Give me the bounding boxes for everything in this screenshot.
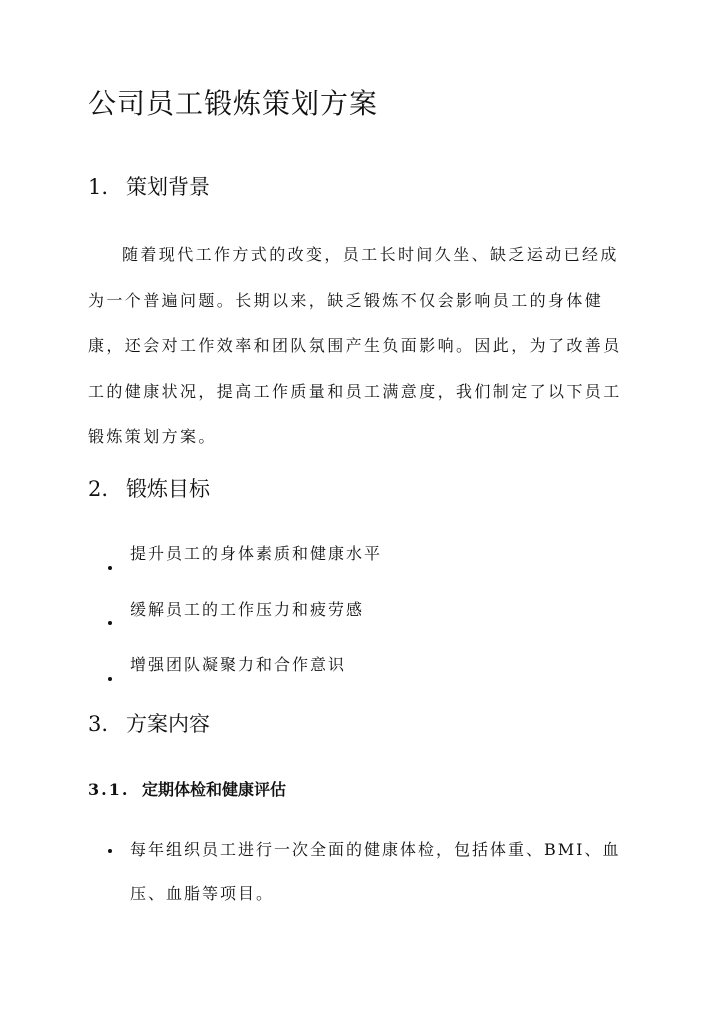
bullet-icon	[108, 677, 112, 681]
section-heading-plan	[88, 709, 210, 739]
document-title: 公司员工锻炼策划方案	[88, 87, 379, 120]
list-item	[88, 650, 636, 706]
list-item-text: 缓解员工的工作压力和疲劳感	[130, 599, 365, 619]
bullet-icon	[108, 621, 112, 625]
section-title: 方案内容	[126, 712, 210, 736]
section-number: 3.	[88, 712, 109, 736]
goals-list	[88, 539, 636, 706]
list-item	[88, 828, 636, 916]
section-heading-background	[88, 172, 210, 202]
subsection-number: 3.1.	[88, 780, 130, 799]
section-title: 策划背景	[126, 175, 210, 199]
section-heading-goals	[88, 474, 210, 504]
section-number: 1.	[88, 175, 109, 199]
checkup-list	[88, 828, 636, 916]
list-item-text: 增强团队凝聚力和合作意识	[130, 655, 347, 674]
bullet-icon	[108, 849, 112, 853]
list-item	[88, 595, 636, 651]
bullet-icon	[108, 566, 112, 570]
list-item-text: 每年组织员工进行一次全面的健康体检，包括体重、BMI、血压、血脂等项目。	[130, 840, 621, 903]
section-number: 2.	[88, 477, 109, 501]
subsection-title: 定期体检和健康评估	[142, 780, 287, 799]
subsection-heading-checkup	[88, 778, 286, 802]
list-item	[88, 539, 636, 595]
background-paragraph: 随着现代工作方式的改变，员工长时间久坐、缺乏运动已经成为一个普遍问题。长期以来，缺乏锻炼不仅会影响员工的身体健康，还会对工作效率和团队氛围产生负面影响。因此，为了改善员工的健康状况，提高工作质量和员工满意度，我们制定了以下员工锻炼策划方案。	[88, 245, 622, 446]
list-item-text: 提升员工的身体素质和健康水平	[130, 544, 383, 563]
section-title: 锻炼目标	[126, 477, 210, 501]
